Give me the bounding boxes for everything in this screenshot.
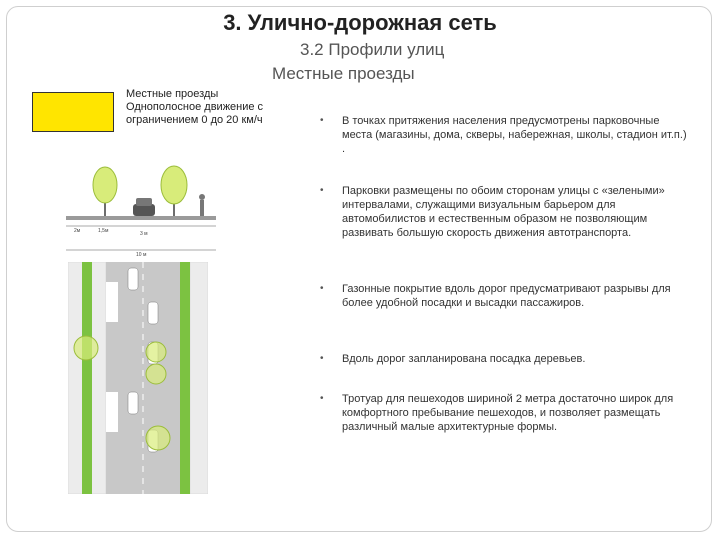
- bullet-icon: •: [320, 393, 324, 404]
- car-roof: [136, 198, 152, 206]
- parking-bay: [106, 282, 118, 322]
- tree-icon: [161, 166, 187, 204]
- bullet-icon: •: [320, 185, 324, 196]
- street-section-diagram: [60, 160, 220, 260]
- tree-icon: [146, 426, 170, 450]
- car-icon: [128, 268, 138, 290]
- page-title: 3. Улично-дорожная сеть: [223, 10, 497, 35]
- legend-text: [126, 88, 296, 127]
- pedestrian-head: [199, 194, 205, 200]
- dim-label: 2м: [74, 228, 81, 234]
- bullet-text: Парковки размещены по обоим сторонам улицы с «зелеными» интервалами, служащими визуальным барьером для автомобилистов и естественным образом не позволяющим развивать большую скорость движения автотранспорта.: [342, 185, 665, 239]
- tree-icon: [146, 364, 166, 384]
- legend-line: ограничением 0 до 20 км/ч: [126, 114, 263, 126]
- parking-bay: [106, 392, 118, 432]
- bullet-icon: •: [320, 353, 324, 364]
- lawn-strip: [180, 262, 190, 494]
- list-item: [320, 282, 690, 310]
- dim-label: 10 м: [136, 252, 147, 258]
- legend-line: Местные проезды: [126, 88, 219, 100]
- bullet-icon: •: [320, 283, 324, 294]
- tree-icon: [74, 336, 98, 360]
- section-title: Местные проезды: [272, 64, 415, 83]
- bullet-text: Газонные покрытие вдоль дорог предусматривают разрывы для более удобной посадки и высадки пассажиров.: [342, 283, 671, 309]
- dim-label: 1,5м: [98, 228, 109, 234]
- sidewalk-right: [190, 262, 208, 494]
- tree-icon: [93, 167, 117, 203]
- lawn-strip: [82, 262, 92, 494]
- page-subtitle: 3.2 Профили улиц: [300, 40, 445, 59]
- list-item: [320, 392, 690, 434]
- list-item: [320, 114, 690, 156]
- dim-label: 3 м: [140, 231, 148, 237]
- bullet-text: Вдоль дорог запланирована посадка деревьев.: [342, 353, 586, 365]
- street-plan-diagram: [68, 262, 208, 494]
- bullet-text: Тротуар для пешеходов шириной 2 метра достаточно широк для комфортного пребывание пешеходов, и позволяет размещать различный малые архитектурные формы.: [342, 393, 674, 433]
- list-item: [320, 352, 690, 366]
- ground-line: [66, 216, 216, 220]
- bullet-icon: •: [320, 115, 324, 126]
- list-item: [320, 184, 690, 240]
- car-icon: [128, 392, 138, 414]
- bullet-text: В точках притяжения населения предусмотрены парковочные места (магазины, дома, скверы, набережная, школы, стадион ит.п.) .: [342, 115, 687, 155]
- car-icon: [148, 302, 158, 324]
- tree-icon: [146, 342, 166, 362]
- legend-swatch: [32, 92, 114, 132]
- legend-line: Однополосное движение с: [126, 101, 264, 113]
- pedestrian-icon: [200, 200, 204, 216]
